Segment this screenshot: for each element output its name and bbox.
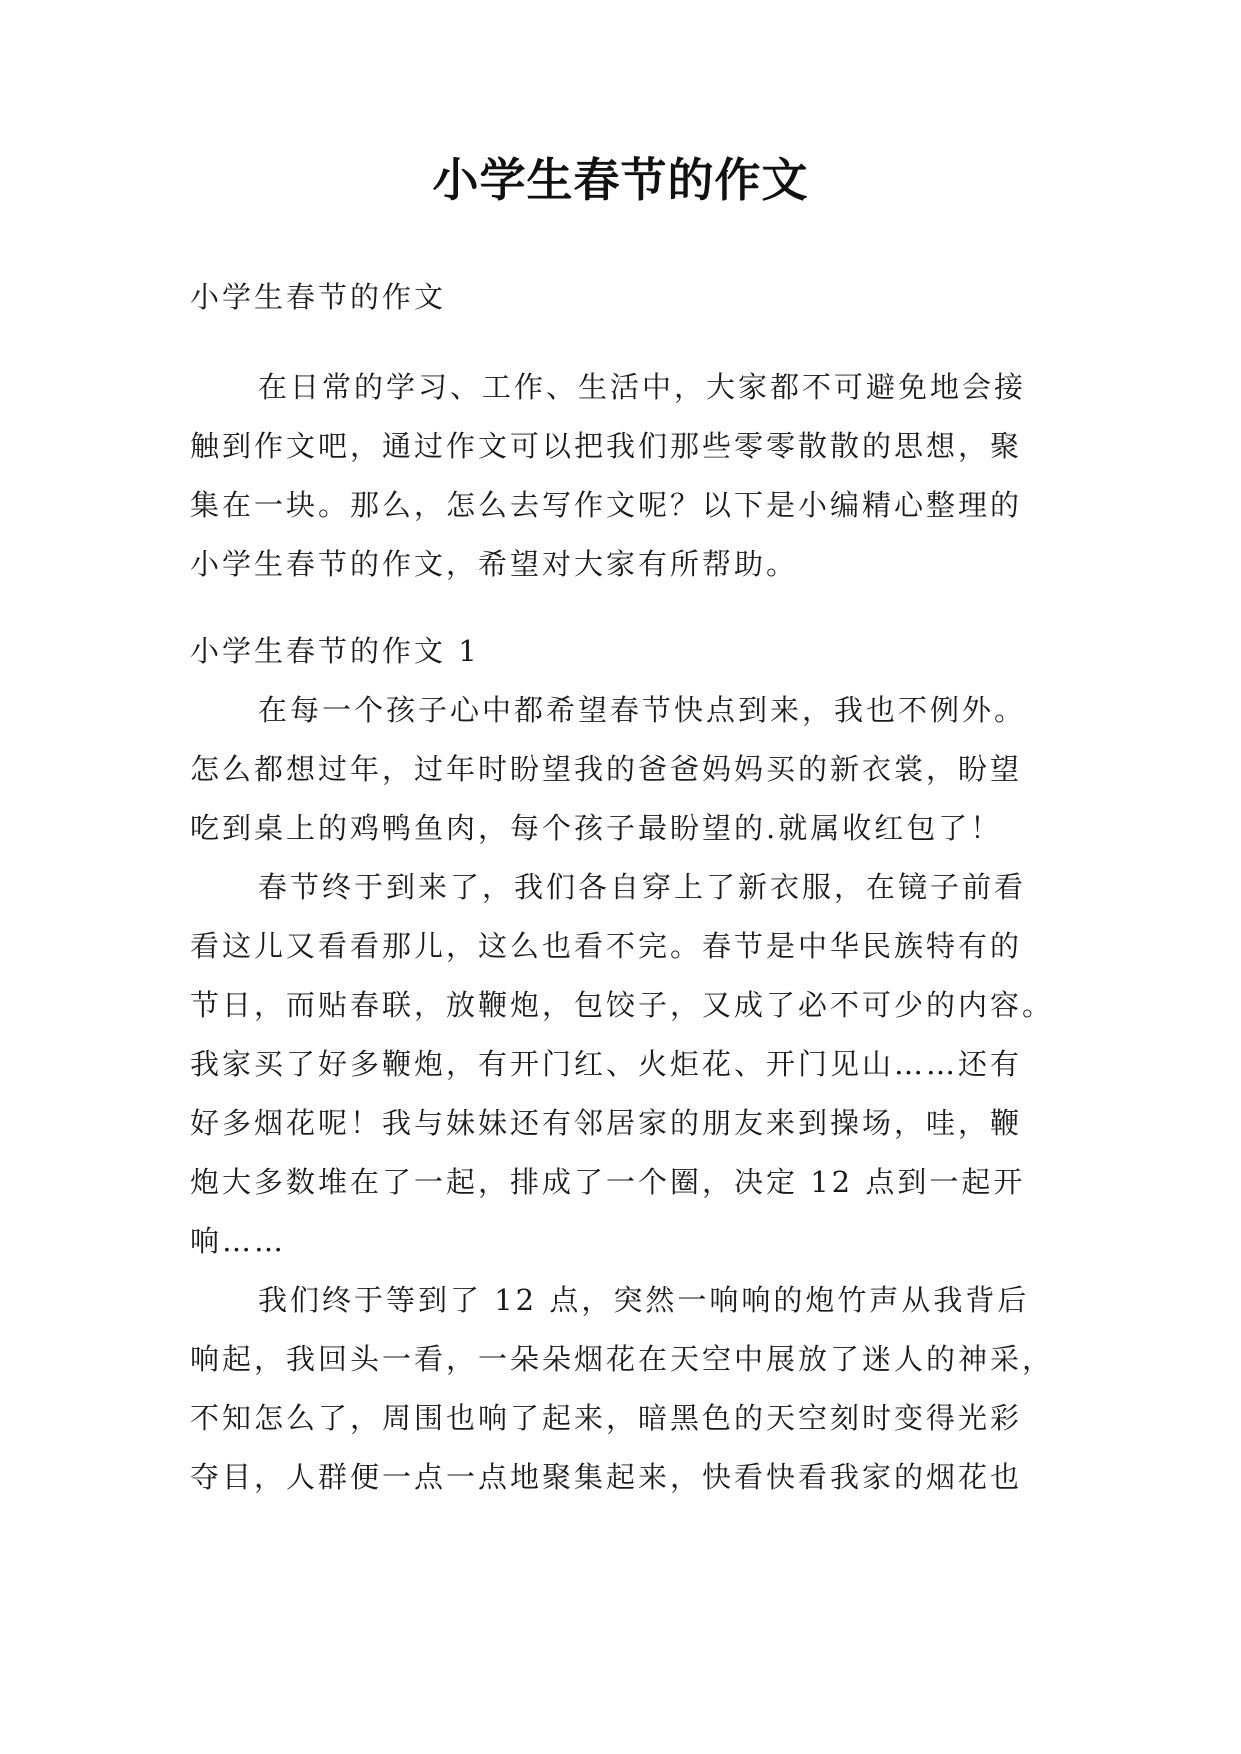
paragraph-line: 我们终于等到了 12 点，突然一响响的炮竹声从我背后 bbox=[258, 1283, 1030, 1317]
paragraph-line: 不知怎么了，周围也响了起来，暗黑色的天空刻时变得光彩 bbox=[190, 1401, 1023, 1435]
intro-line: 触到作文吧，通过作文可以把我们那些零零散散的思想，聚 bbox=[190, 429, 1023, 463]
paragraph-line: 怎么都想过年，过年时盼望我的爸爸妈妈买的新衣裳，盼望 bbox=[190, 752, 1023, 786]
document-subtitle-block bbox=[190, 268, 1060, 327]
paragraph-line: 好多烟花呢！我与妹妹还有邻居家的朋友来到操场，哇，鞭 bbox=[190, 1106, 1023, 1140]
paragraph-line: 节日，而贴春联，放鞭炮，包饺子，又成了必不可少的内容。 bbox=[190, 988, 1055, 1022]
intro-paragraph bbox=[190, 358, 1060, 594]
essay-section bbox=[190, 622, 1060, 1507]
paragraph-line: 我家买了好多鞭炮，有开门红、火炬花、开门见山……还有 bbox=[190, 1047, 1023, 1081]
intro-line: 小学生春节的作文，希望对大家有所帮助。 bbox=[190, 547, 799, 581]
document-title: 小学生春节的作文 bbox=[432, 153, 809, 207]
paragraph-line: 炮大多数堆在了一起，排成了一个圈，决定 12 点到一起开 bbox=[190, 1165, 1026, 1199]
paragraph-line: 看这儿又看看那儿，这么也看不完。春节是中华民族特有的 bbox=[190, 929, 1023, 963]
paragraph-line: 响起，我回头一看，一朵朵烟花在天空中展放了迷人的神采， bbox=[190, 1342, 1055, 1376]
paragraph-line: 吃到桌上的鸡鸭鱼肉，每个孩子最盼望的.就属收红包了！ bbox=[190, 811, 1003, 845]
paragraph-line: 响…… bbox=[190, 1224, 287, 1258]
paragraph-line: 夺目，人群便一点一点地聚集起来，快看快看我家的烟花也 bbox=[190, 1460, 1023, 1494]
intro-line: 集在一块。那么，怎么去写作文呢？以下是小编精心整理的 bbox=[190, 488, 1023, 522]
paragraph-line: 在每一个孩子心中都希望春节快点到来，我也不例外。 bbox=[258, 693, 1027, 727]
intro-line: 在日常的学习、工作、生活中，大家都不可避免地会接 bbox=[258, 370, 1027, 404]
document-subtitle: 小学生春节的作文 bbox=[190, 280, 447, 314]
paragraph-line: 春节终于到来了，我们各自穿上了新衣服，在镜子前看 bbox=[258, 870, 1027, 904]
section-heading: 小学生春节的作文 1 bbox=[190, 634, 480, 668]
